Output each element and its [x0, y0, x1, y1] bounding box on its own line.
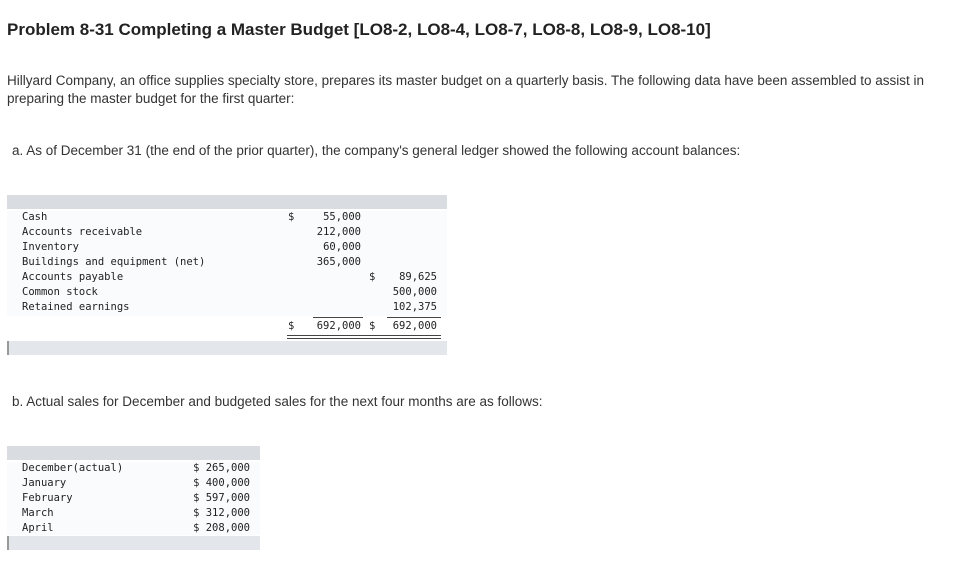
sales-footer-band — [7, 536, 260, 550]
ledger-row — [7, 211, 447, 226]
part-b-text: b. Actual sales for December and budgeted sales for the next four months are as follows: — [12, 394, 543, 409]
ledger-total-debit: 692,000 — [316, 320, 361, 332]
ledger-label: Common stock — [22, 286, 98, 298]
ledger-footer-band — [7, 341, 447, 355]
part-a-text: a. As of December 31 (the end of the prior quarter), the company's general ledger showed the following account balances: — [12, 143, 741, 158]
ledger-total-debit-sign: $ — [288, 320, 295, 332]
ledger-row — [7, 271, 447, 286]
credit-subtotal-rule — [387, 317, 441, 318]
sales-row — [7, 492, 260, 507]
ledger-total-credit-sign: $ — [369, 320, 376, 332]
total-double-rule — [287, 335, 441, 339]
ledger-credit: 102,375 — [392, 301, 437, 313]
sales-amount: $ 597,000 — [193, 492, 250, 504]
sales-month: December(actual) — [22, 462, 124, 474]
ledger-label: Inventory — [22, 241, 79, 253]
problem-title: Problem 8-31 Completing a Master Budget [LO8-2, LO8-4, LO8-7, LO8-8, LO8-9, LO8-10] — [7, 20, 711, 39]
ledger-row — [7, 286, 447, 301]
ledger-label: Buildings and equipment (net) — [22, 256, 206, 268]
sales-row — [7, 477, 260, 492]
sales-month: April — [22, 522, 54, 534]
sales-row — [7, 522, 260, 535]
ledger-credit: 89,625 — [399, 271, 437, 283]
ledger-body — [7, 209, 447, 341]
ledger-label: Cash — [22, 211, 48, 223]
sales-row — [7, 507, 260, 522]
sales-month: March — [22, 507, 54, 519]
sales-amount: $ 208,000 — [193, 522, 250, 534]
sales-month: January — [22, 477, 67, 489]
ledger-row — [7, 226, 447, 241]
sales-table — [7, 446, 260, 550]
debit-subtotal-rule — [313, 317, 363, 318]
ledger-row — [7, 301, 447, 316]
sales-amount: $ 400,000 — [193, 477, 250, 489]
sales-header-band — [7, 446, 260, 460]
ledger-label: Retained earnings — [22, 301, 130, 313]
ledger-debit: 365,000 — [316, 256, 361, 268]
sales-month: February — [22, 492, 73, 504]
intro-paragraph: Hillyard Company, an office supplies specialty store, prepares its master budget on a quarterly basis. The following data have been assembled to assist in preparing the master budget for the first quarter: — [7, 73, 924, 106]
ledger-total-row — [7, 320, 447, 335]
ledger-debit: 60,000 — [323, 241, 361, 253]
ledger-debit: 55,000 — [323, 211, 361, 223]
ledger-row — [7, 256, 447, 271]
ledger-table — [7, 195, 447, 355]
sales-amount: $ 265,000 — [193, 462, 250, 474]
ledger-debit-sign: $ — [288, 211, 295, 223]
ledger-total-credit: 692,000 — [392, 320, 437, 332]
ledger-header-band — [7, 195, 447, 209]
ledger-credit: 500,000 — [392, 286, 437, 298]
sales-row — [7, 462, 260, 477]
ledger-label: Accounts receivable — [22, 226, 143, 238]
ledger-label: Accounts payable — [22, 271, 124, 283]
ledger-row — [7, 241, 447, 256]
ledger-credit-sign: $ — [369, 271, 376, 283]
sales-amount: $ 312,000 — [193, 507, 250, 519]
ledger-debit: 212,000 — [316, 226, 361, 238]
